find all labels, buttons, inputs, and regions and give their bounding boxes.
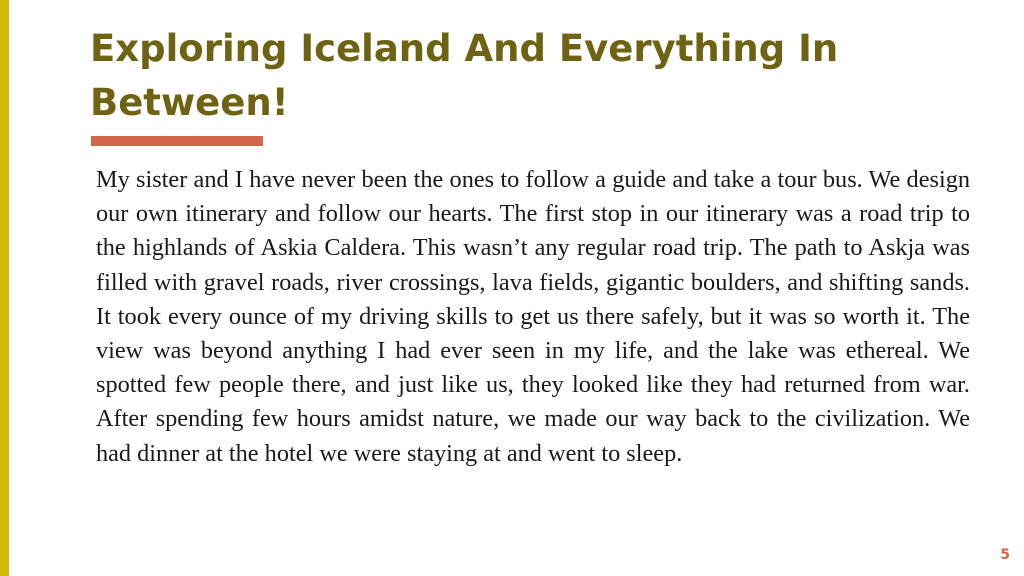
slide-title: Exploring Iceland And Everything In Between! <box>90 27 839 124</box>
page-number: 5 <box>1000 547 1010 563</box>
body-paragraph: My sister and I have never been the ones to follow a guide and take a tour bus. We design our own itinerary and follow our hearts. The first stop in our itinerary was a road trip to the highlands of Askia Caldera. This wasn’t any regular road trip. The path to Askja was filled with gravel roads, river crossings, lava fields, gigantic boulders, and shifting sands. It took every ounce of my driving skills to get us there safely, but it was so worth it. The view was beyond anything I had ever seen in my life, and the lake was ethereal. We spotted few people there, and just like us, they looked like they had returned from war. After spending few hours amidst nature, we made our way back to the civilization. We had dinner at the hotel we were staying at and went to sleep. <box>96 166 970 467</box>
accent-bar <box>0 0 9 576</box>
title-underline <box>91 136 263 146</box>
